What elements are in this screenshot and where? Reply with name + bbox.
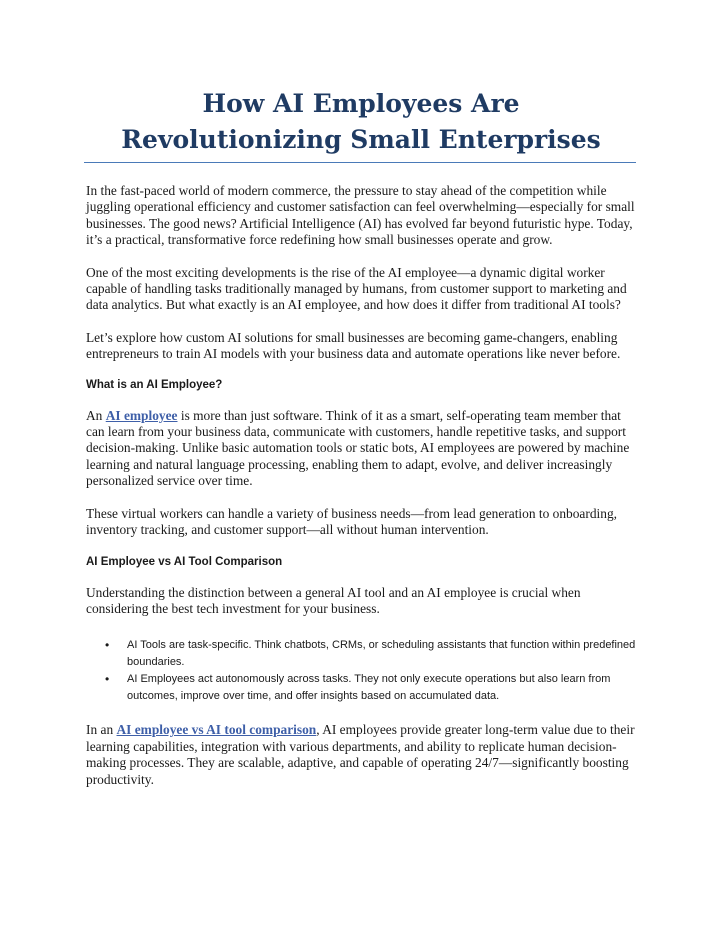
what-rest: is more than just software. Think of it as a smart, self-operating team member that can learn from your business data, communicate with customers, handle repetitive tasks, and support decision-making. Unlike basic automation tools or static bots, AI employees are powered by machine learning and natural language processing, enabling them to adapt, evolve, and deliver increasingly personalized service over time. [86,407,630,489]
list-item-text: AI Tools are task-specific. Think chatbots, CRMs, or scheduling assistants that function within predefined boundaries. [127,639,636,669]
title-line-2: Revolutionizing Small Enterprises [121,125,601,154]
final-paragraph [86,722,636,788]
virtual-workers-paragraph: These virtual workers can handle a variety of business needs—from lead generation to onboarding, inventory tracking, and customer support—all without human intervention. [86,505,617,538]
what-prefix: An [86,407,106,423]
final-rest: , AI employees provide greater long-term value due to their learning capabilities, integration with various departments, and ability to replicate human decision-making processes. They are scalable, adaptive, and capable of operating 24/7—significantly boosting productivity. [86,722,635,787]
bullet-icon: • [105,638,110,653]
title-line-1: How AI Employees Are [202,89,520,118]
rise-paragraph: One of the most exciting developments is the rise of the AI employee—a dynamic digital worker capable of handling tasks traditionally managed by humans, from customer support to marketing and data analytics. But what exactly is an AI employee, and how does it differ from traditional AI tools? [86,264,627,313]
explore-paragraph: Let’s explore how custom AI solutions for small businesses are becoming game-changers, enabling entrepreneurs to train AI models with your business data and automate operations like never before. [86,329,621,362]
comparison-link[interactable]: AI employee vs AI tool comparison [116,722,317,738]
what-paragraph [86,408,636,490]
page-title [86,0,636,158]
bullet-icon: • [105,672,110,687]
comparison-list [86,637,636,705]
title-divider [84,162,636,163]
ai-employee-link[interactable]: AI employee [105,407,178,423]
heading-comparison: AI Employee vs AI Tool Comparison [86,555,283,568]
heading-what-is-ai-employee: What is an AI Employee? [86,378,223,391]
final-prefix: In an [86,722,117,738]
list-item [105,671,636,705]
list-item [105,637,636,671]
list-item-text: AI Employees act autonomously across tasks. They not only execute operations but also learn from outcomes, improve over time, and offer insights based on accumulated data. [127,673,611,703]
understanding-paragraph: Understanding the distinction between a general AI tool and an AI employee is crucial when considering the best tech investment for your business. [86,584,581,616]
intro-paragraph: In the fast-paced world of modern commerce, the pressure to stay ahead of the competition while juggling operational efficiency and customer satisfaction can feel overwhelming—especially for small businesses. The good news? Artificial Intelligence (AI) has evolved far beyond futuristic hype. Today, it’s a practical, transformative force redefining how small businesses operate and grow. [86,183,635,248]
